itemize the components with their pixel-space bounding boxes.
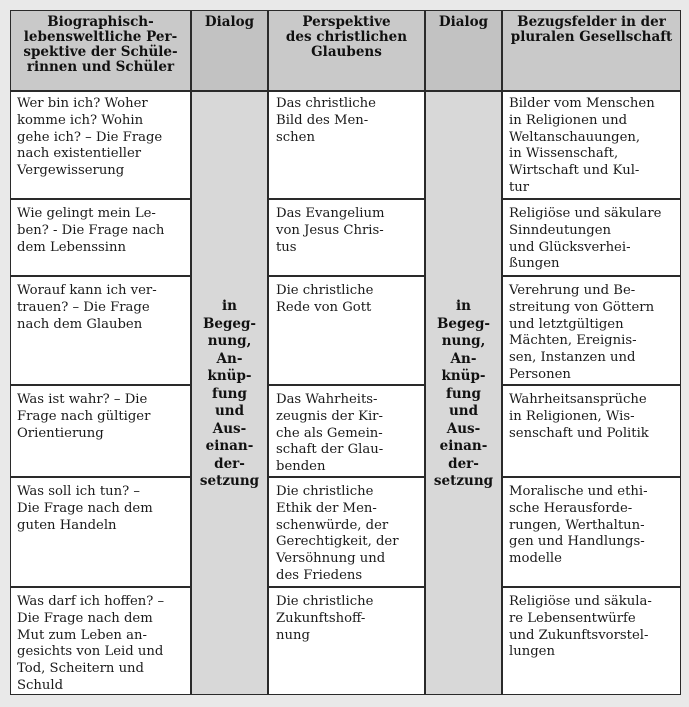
- row-4-biographic: Was ist wahr? – Die Frage nach gültiger Orientierung: [17, 392, 151, 441]
- header-divider: [10, 90, 681, 92]
- row-1-society: Bilder vom Menschen in Religionen und Weltanschauungen, in Wissenschaft, Wirtschaft und Kul- tur: [509, 96, 655, 195]
- row-4-christian-faith: Das Wahrheits- zeugnis der Kir- che als Gemein- schaft der Glau- benden: [276, 392, 384, 475]
- row-divider: [268, 476, 425, 478]
- row-3-society: Verehrung und Be- streitung von Göttern und letztgültigen Mächten, Ereignis- sen, Instanzen und Personen: [509, 283, 655, 382]
- row-divider: [268, 384, 425, 386]
- row-5-christian-faith: Die christliche Ethik der Men- schenwürde, der Gerechtigkeit, der Versöhnung und des Friedens: [276, 484, 399, 583]
- dialog-text-1: in Begeg- nung, An- knüp- fung und Aus- einan- der- setzung: [199, 298, 260, 489]
- dialog-text-2: in Begeg- nung, An- knüp- fung und Aus- einan- der- setzung: [433, 298, 494, 489]
- row-divider: [502, 198, 681, 200]
- row-3-biographic: Worauf kann ich ver- trauen? – Die Frage nach dem Glauben: [17, 283, 157, 332]
- header-biographic: Biographisch- lebensweltliche Per- spektive der Schüle- rinnen und Schüler: [23, 14, 178, 75]
- row-divider: [10, 586, 191, 588]
- row-divider: [10, 384, 191, 386]
- row-divider: [502, 384, 681, 386]
- row-2-society: Religiöse und säkulare Sinndeutungen und Glücksverhei- ßungen: [509, 206, 662, 272]
- row-6-society: Religiöse und säkula- re Lebensentwürfe und Zukunftsvorstel- lungen: [509, 594, 652, 660]
- row-divider: [502, 586, 681, 588]
- table: [10, 10, 681, 695]
- header-dialog-1: Dialog: [204, 14, 255, 30]
- row-1-christian-faith: Das christliche Bild des Men- schen: [276, 96, 376, 145]
- row-1-biographic: Wer bin ich? Woher komme ich? Wohin gehe ich? – Die Frage nach existentieller Vergewisserung: [17, 96, 163, 179]
- row-divider: [502, 476, 681, 478]
- row-6-christian-faith: Die christliche Zukunftshoff- nung: [276, 594, 374, 643]
- row-3-christian-faith: Die christliche Rede von Gott: [276, 283, 374, 315]
- row-divider: [268, 198, 425, 200]
- header-dialog-2: Dialog: [438, 14, 489, 30]
- row-divider: [10, 198, 191, 200]
- row-5-biographic: Was soll ich tun? – Die Frage nach dem guten Handeln: [17, 484, 153, 533]
- row-6-biographic: Was darf ich hoffen? – Die Frage nach dem Mut zum Leben an- gesichts von Leid und Tod, Scheitern und Schuld: [17, 594, 165, 693]
- row-divider: [10, 275, 191, 277]
- row-5-society: Moralische und ethi- sche Herausforde- rungen, Werthaltun- gen und Handlungs- modelle: [509, 484, 648, 567]
- row-divider: [268, 275, 425, 277]
- row-divider: [268, 586, 425, 588]
- row-divider: [10, 476, 191, 478]
- row-2-biographic: Wie gelingt mein Le- ben? - Die Frage nach dem Lebenssinn: [17, 206, 165, 255]
- row-2-christian-faith: Das Evangelium von Jesus Chris- tus: [276, 206, 385, 255]
- header-christian-faith: Perspektive des christlichen Glaubens: [285, 14, 408, 60]
- header-society: Bezugsfelder in der pluralen Gesellschaft: [510, 14, 673, 45]
- row-4-society: Wahrheitsansprüche in Religionen, Wis- senschaft und Politik: [509, 392, 649, 441]
- row-divider: [502, 275, 681, 277]
